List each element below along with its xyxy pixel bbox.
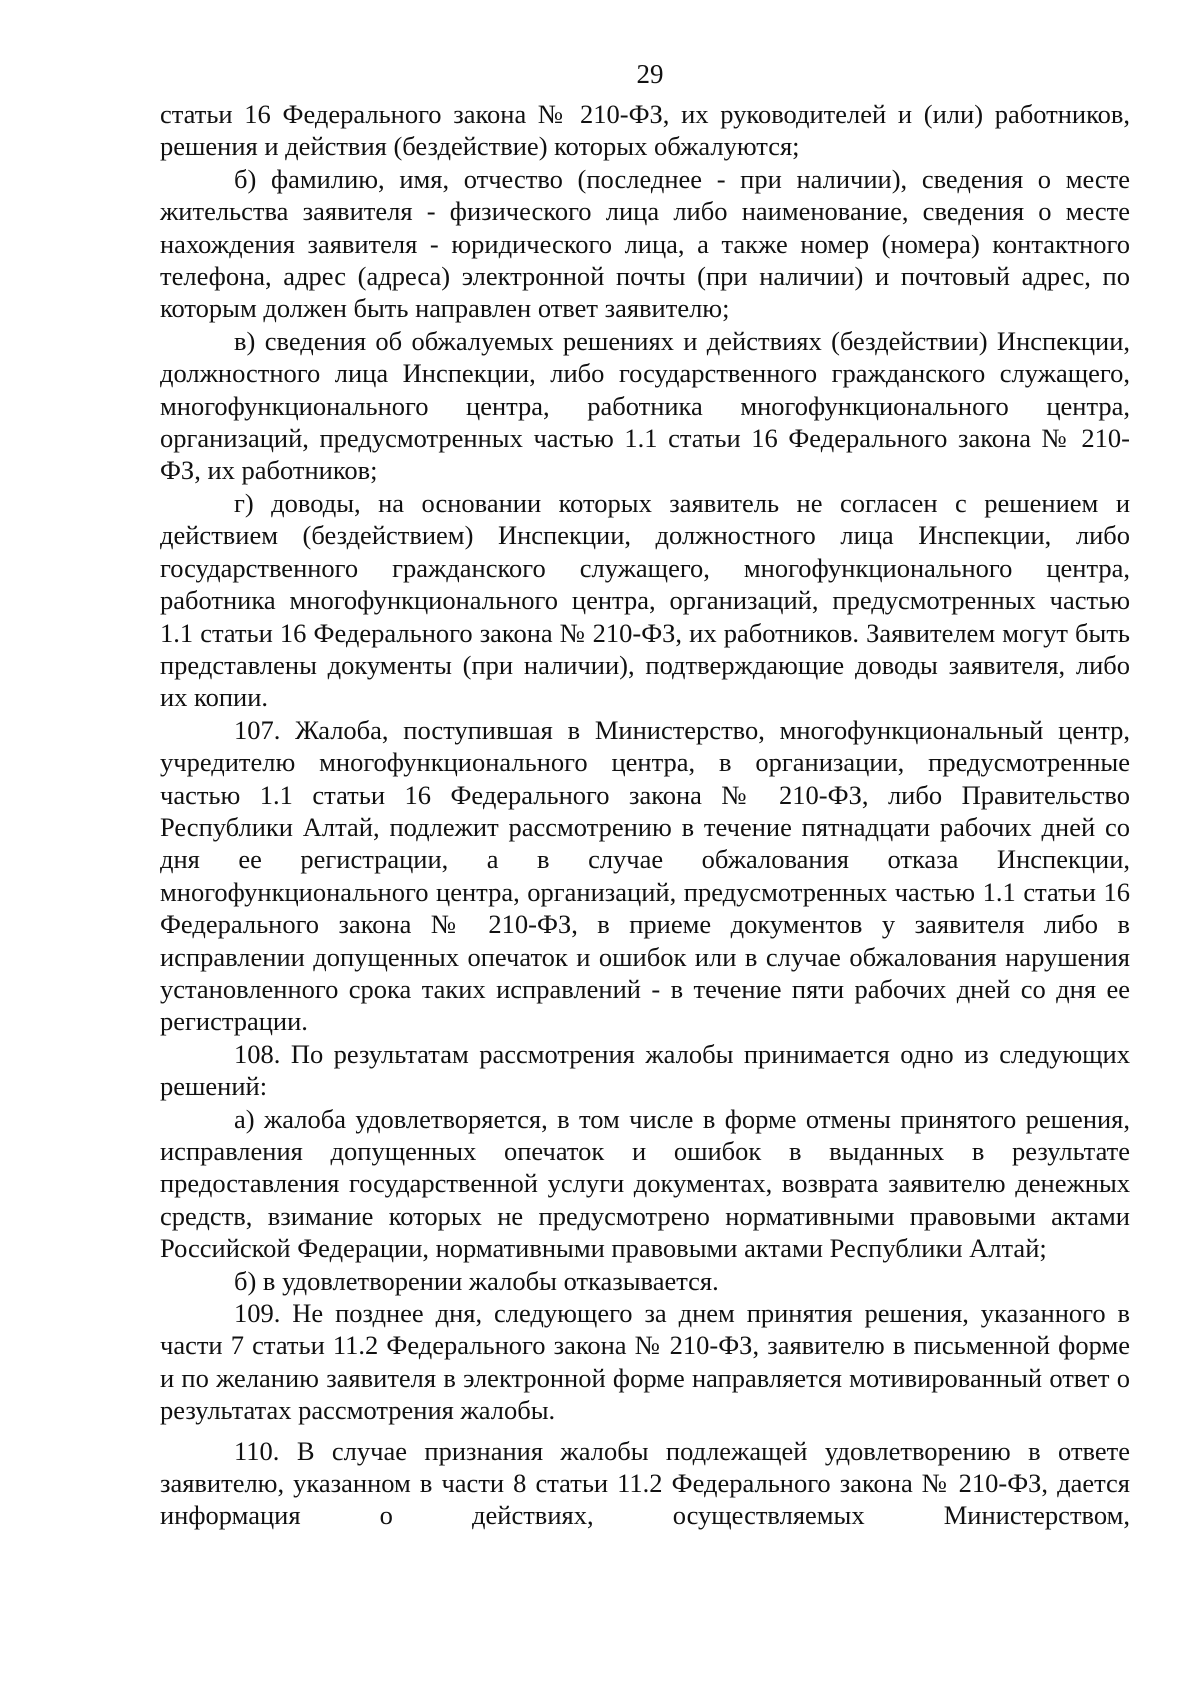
paragraph-item-g: г) доводы, на основании которых заявитель не согласен с решением и действием (бездействием) Инспекции, должностного лица Инспекции, либо государственного гражданского служащего, многофункционального центра, работника многофункционального центра, организаций, предусмотренных частью 1.1 статьи 16 Федерального закона № 210-ФЗ, их работников. Заявителем могут быть представлены документы (при наличии), подтверждающие доводы заявителя, либо их копии. bbox=[160, 487, 1130, 713]
paragraph-continuation: статьи 16 Федерального закона № 210-ФЗ, их руководителей и (или) работников, решения и действия (бездействие) которых обжалуются; bbox=[160, 99, 1130, 162]
paragraph-item-b: б) фамилию, имя, отчество (последнее - при наличии), сведения о месте жительства заявителя - физического лица либо наименование, сведения о месте нахождения заявителя - юридического лица, а также номер (номера) контактного телефона, адрес (адреса) электронной почты (при наличии) и почтовый адрес, по которым должен быть направлен ответ заявителю; bbox=[160, 163, 1130, 324]
paragraph-110: 110. В случае признания жалобы подлежащей удовлетворению в ответе заявителю, указанном в части 8 статьи 11.2 Федерального закона № 210-ФЗ, дается информация о действиях, осуществляемых Министерством, bbox=[160, 1435, 1130, 1531]
page-number: 29 bbox=[636, 59, 664, 89]
paragraph-107: 107. Жалоба, поступившая в Министерство, многофункциональный центр, учредителю многофункционального центра, в организации, предусмотренные частью 1.1 статьи 16 Федерального закона № 210-ФЗ, либо Правительство Республики Алтай, подлежит рассмотрению в течение пятнадцати рабочих дней со дня ее регистрации, а в случае обжалования отказа Инспекции, многофункционального центра, организаций, предусмотренных частью 1.1 статьи 16 Федерального закона № 210-ФЗ, в приеме документов у заявителя либо в исправлении допущенных опечаток и ошибок или в случае обжалования нарушения установленного срока таких исправлений - в течение пяти рабочих дней со дня ее регистрации. bbox=[160, 714, 1130, 1037]
paragraph-108-item-b: б) в удовлетворении жалобы отказывается. bbox=[234, 1265, 719, 1296]
paragraph-109: 109. Не позднее дня, следующего за днем принятия решения, указанного в части 7 статьи 11.2 Федерального закона № 210-ФЗ, заявителю в письменной форме и по желанию заявителя в электронной форме направляется мотивированный ответ о результатах рассмотрения жалобы. bbox=[160, 1298, 1130, 1426]
paragraph-item-v: в) сведения об обжалуемых решениях и действиях (бездействии) Инспекции, должностного лица Инспекции, либо государственного гражданского служащего, многофункционального центра, работника многофункционального центра, организаций, предусмотренных частью 1.1 статьи 16 Федерального закона № 210-ФЗ, их работников; bbox=[160, 325, 1130, 486]
paragraph-108-item-a: а) жалоба удовлетворяется, в том числе в форме отмены принятого решения, исправления допущенных опечаток и ошибок в выданных в результате предоставления государственной услуги документах, возврата заявителю денежных средств, взимание которых не предусмотрено нормативными правовыми актами Российской Федерации, нормативными правовыми актами Республики Алтай; bbox=[160, 1103, 1130, 1264]
paragraph-108: 108. По результатам рассмотрения жалобы принимается одно из следующих решений: bbox=[160, 1038, 1130, 1102]
document-body bbox=[160, 98, 1130, 1532]
